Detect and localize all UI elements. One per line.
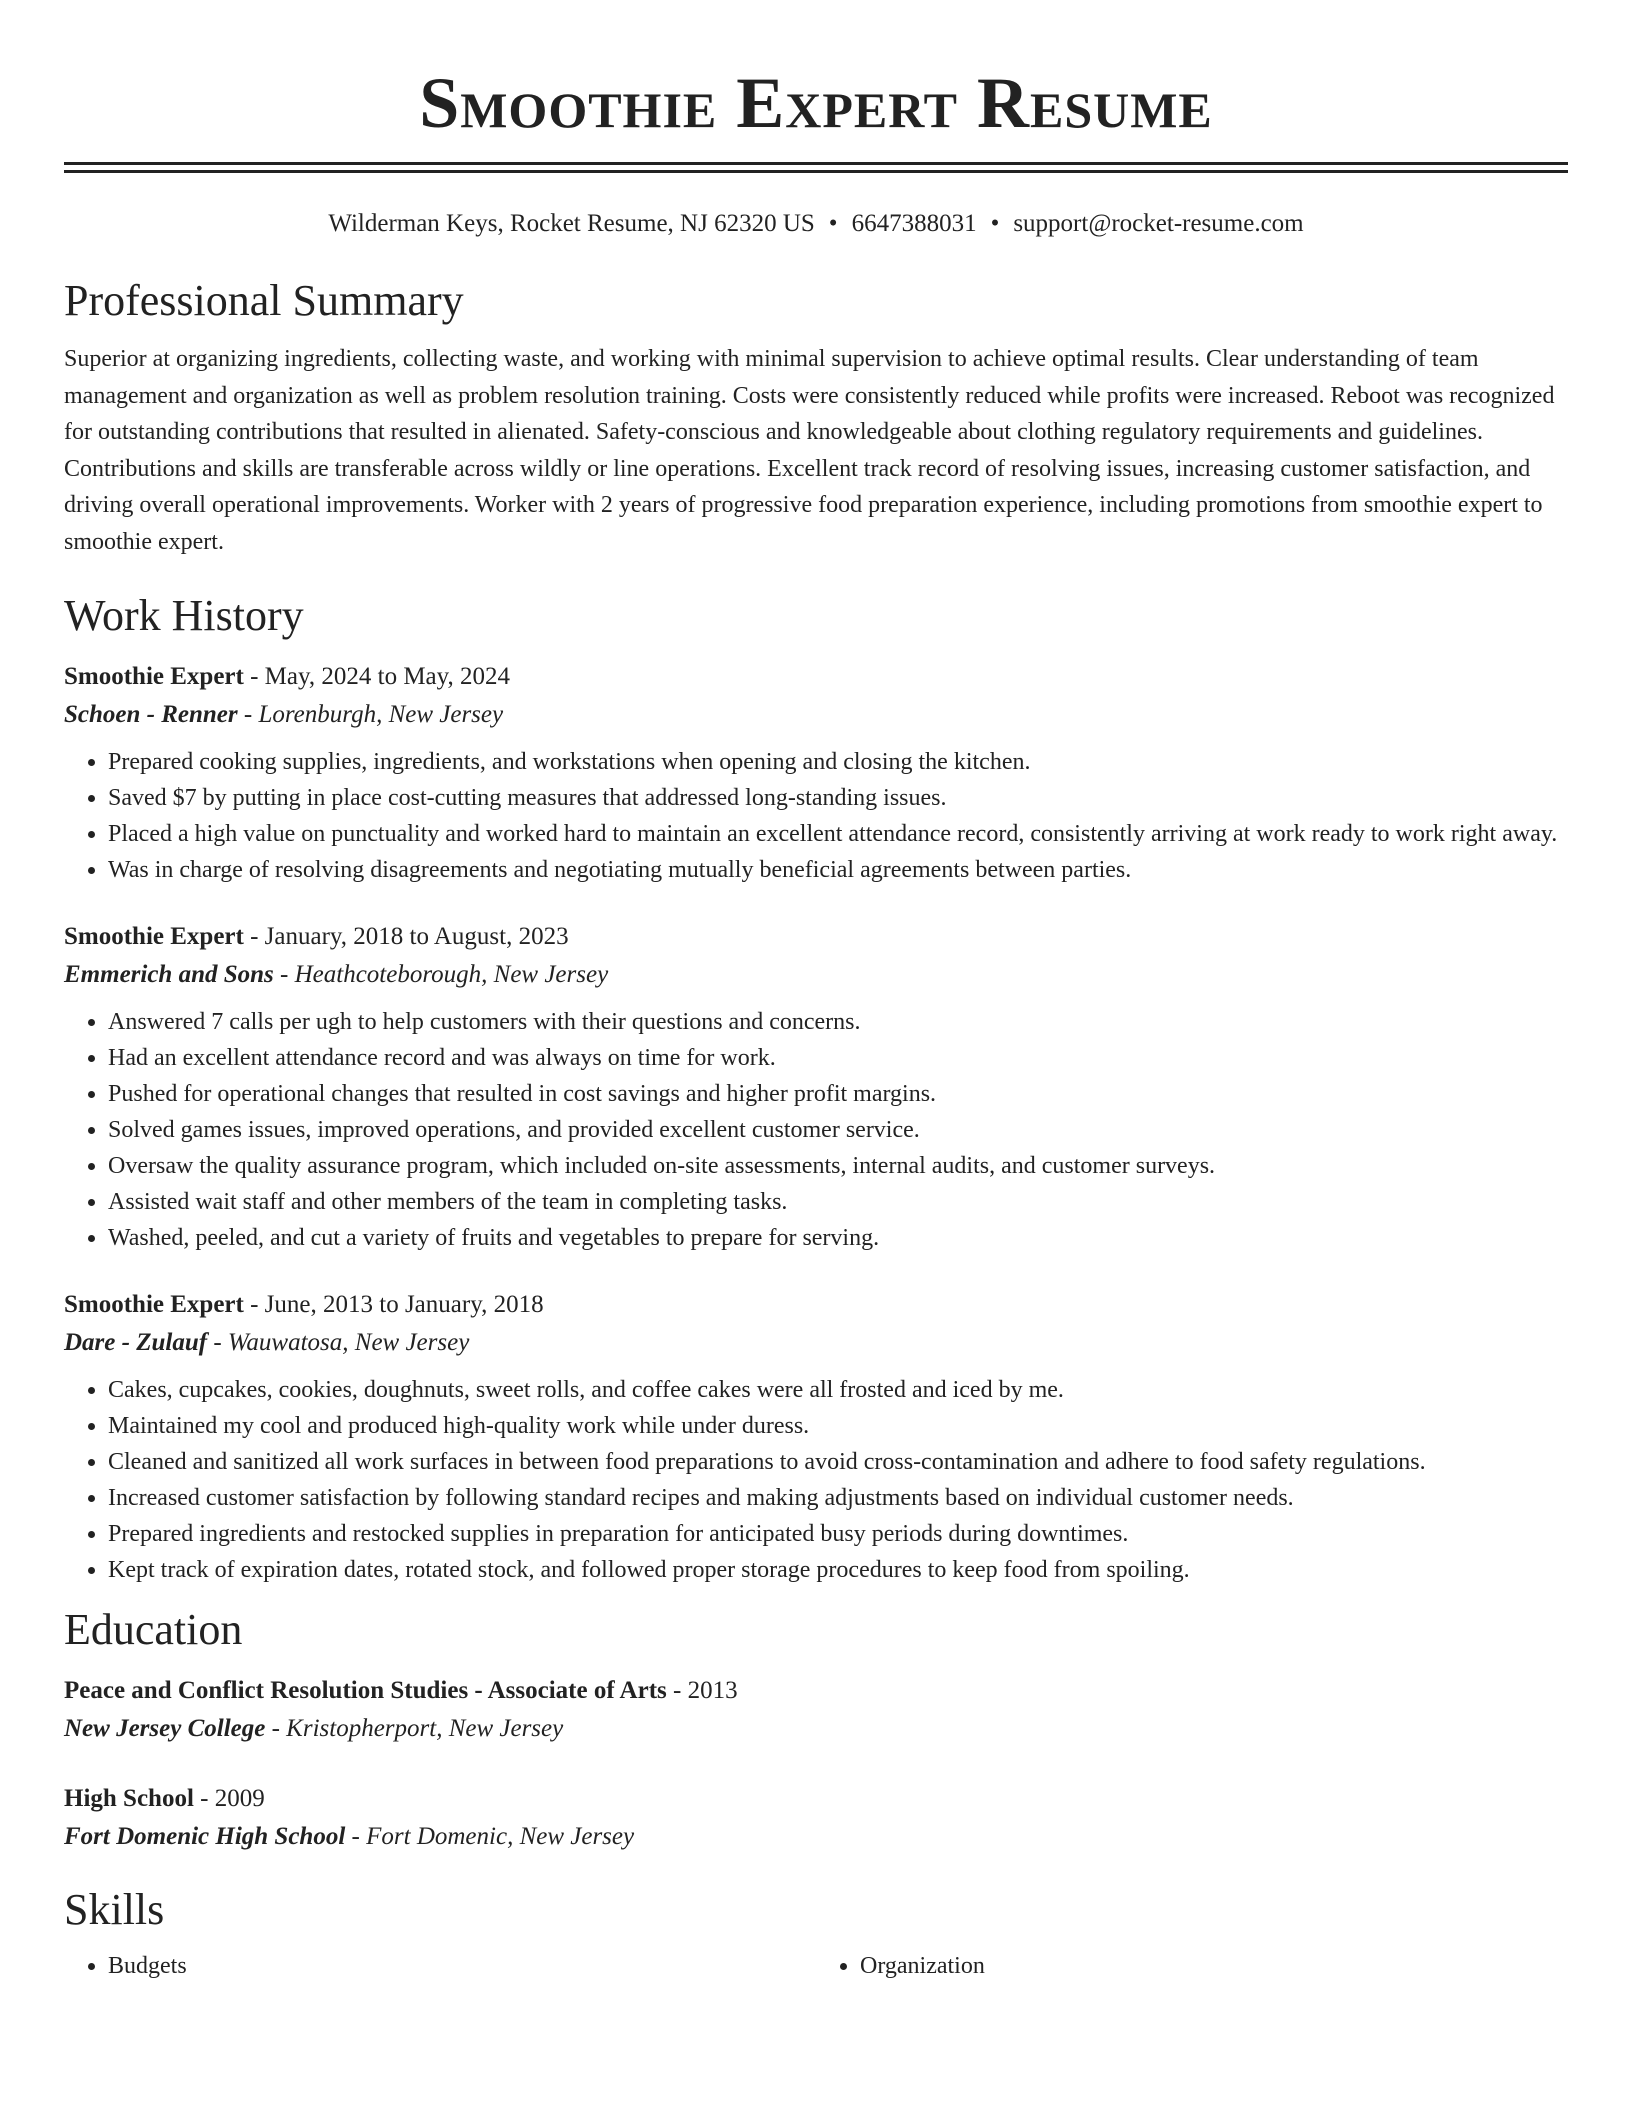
- job-bullet: • Answered 7 calls per ugh to help customers with their questions and concerns.: [108, 1004, 1568, 1040]
- job-entry: [64, 658, 1568, 888]
- job-bullet: • Washed, peeled, and cut a variety of fruits and vegetables to prepare for serving.: [108, 1220, 1568, 1256]
- job-bullet: • Oversaw the quality assurance program, which included on-site assessments, internal audits, and customer surveys.: [108, 1148, 1568, 1184]
- job-title: Smoothie Expert: [64, 923, 244, 950]
- education-year: - 2013: [666, 1677, 738, 1704]
- work-history-heading: Work History: [64, 591, 304, 640]
- job-bullet: • Prepared cooking supplies, ingredients, and workstations when opening and closing the kitchen.: [108, 744, 1568, 780]
- education-school: New Jersey College: [64, 1715, 266, 1742]
- job-bullet: • Placed a high value on punctuality and worked hard to maintain an excellent attendance record, consistently arriving at work ready to work right away.: [108, 816, 1568, 852]
- education-degree-line: [64, 1672, 1568, 1710]
- job-location: - Lorenburgh, New Jersey: [237, 701, 504, 728]
- job-entry: [64, 918, 1568, 1256]
- job-bullets: [64, 744, 1568, 888]
- job-bullet: • Assisted wait staff and other members of the team in completing tasks.: [108, 1184, 1568, 1220]
- education-degree-line: [64, 1780, 1568, 1818]
- education-school-line: [64, 1710, 1568, 1748]
- job-bullet: • Pushed for operational changes that resulted in cost savings and higher profit margins.: [108, 1076, 1568, 1112]
- education-year: - 2009: [193, 1785, 265, 1812]
- education-degree: Peace and Conflict Resolution Studies - Associate of Arts: [64, 1677, 667, 1704]
- job-bullet: • Cakes, cupcakes, cookies, doughnuts, sweet rolls, and coffee cakes were all frosted and iced by me.: [108, 1372, 1568, 1408]
- job-company-line: [64, 1324, 1568, 1362]
- job-bullet: • Had an excellent attendance record and was always on time for work.: [108, 1040, 1568, 1076]
- job-title: Smoothie Expert: [64, 663, 244, 690]
- job-bullet: • Saved $7 by putting in place cost-cutting measures that addressed long-standing issues.: [108, 780, 1568, 816]
- job-bullet: • Increased customer satisfaction by following standard recipes and making adjustments based on individual customer needs.: [108, 1480, 1568, 1516]
- job-dates: - May, 2024 to May, 2024: [243, 663, 511, 690]
- skills-column-right: [816, 1948, 1568, 1984]
- job-bullets: [64, 1372, 1568, 1588]
- contact-email: support@rocket-resume.com: [1013, 210, 1304, 237]
- job-title-line: [64, 1286, 1568, 1324]
- education-entry: [64, 1672, 1568, 1748]
- education-degree: High School: [64, 1785, 194, 1812]
- skill-item: • Budgets: [108, 1948, 816, 1984]
- job-entry: [64, 1286, 1568, 1588]
- skills-section: [64, 1882, 1568, 1984]
- job-bullet: • Solved games issues, improved operations, and provided excellent customer service.: [108, 1112, 1568, 1148]
- summary-section: [64, 273, 1568, 560]
- job-title: Smoothie Expert: [64, 1291, 244, 1318]
- job-bullet: • Was in charge of resolving disagreements and negotiating mutually beneficial agreements between parties.: [108, 852, 1568, 888]
- education-location: - Fort Domenic, New Jersey: [345, 1823, 635, 1850]
- job-dates: - January, 2018 to August, 2023: [243, 923, 569, 950]
- summary-heading: Professional Summary: [64, 276, 464, 325]
- education-school-line: [64, 1818, 1568, 1856]
- skills-list: [64, 1948, 1568, 1984]
- job-title-line: [64, 658, 1568, 696]
- summary-text: Superior at organizing ingredients, collecting waste, and working with minimal supervision to achieve optimal results. Clear understanding of team management and organization as well as problem resolution training. Costs were consistently reduced while profits were increased. Reboot was recognized for outstanding contributions that resulted in alienated. Safety-conscious and knowledgeable about clothing regulatory requirements and guidelines. Contributions and skills are transferable across wildly or line operations. Excellent track record of resolving issues, increasing customer satisfaction, and driving overall operational improvements. Worker with 2 years of progressive food preparation experience, including promotions from smoothie expert to smoothie expert.: [64, 346, 1555, 555]
- job-company-line: [64, 696, 1568, 734]
- job-location: - Wauwatosa, New Jersey: [207, 1329, 470, 1356]
- contact-separator: •: [828, 210, 838, 237]
- job-bullet: • Cleaned and sanitized all work surfaces in between food preparations to avoid cross-contamination and adhere to food safety regulations.: [108, 1444, 1568, 1480]
- job-bullet: • Kept track of expiration dates, rotated stock, and followed proper storage procedures to keep food from spoiling.: [108, 1552, 1568, 1588]
- title-double-rule: [64, 162, 1568, 173]
- education-section: [64, 1602, 1568, 1856]
- job-bullet: • Maintained my cool and produced high-quality work while under duress.: [108, 1408, 1568, 1444]
- skills-heading: Skills: [64, 1885, 165, 1934]
- education-heading: Education: [64, 1605, 243, 1654]
- job-company: Dare - Zulauf: [64, 1329, 208, 1356]
- job-company-line: [64, 956, 1568, 994]
- job-location: - Heathcoteborough, New Jersey: [273, 961, 609, 988]
- skill-item: • Organization: [860, 1948, 1568, 1984]
- contact-separator: •: [990, 210, 1000, 237]
- education-location: - Kristopherport, New Jersey: [265, 1715, 564, 1742]
- job-bullets: [64, 1004, 1568, 1256]
- education-entry: [64, 1780, 1568, 1856]
- job-bullet: • Prepared ingredients and restocked supplies in preparation for anticipated busy periods during downtimes.: [108, 1516, 1568, 1552]
- contact-line: [64, 207, 1568, 241]
- contact-address: Wilderman Keys, Rocket Resume, NJ 62320 US: [328, 210, 815, 237]
- resume-title: Smoothie Expert Resume: [419, 63, 1213, 143]
- job-company: Schoen - Renner: [64, 701, 238, 728]
- job-title-line: [64, 918, 1568, 956]
- contact-phone: 6647388031: [851, 210, 977, 237]
- skills-column-left: [64, 1948, 816, 1984]
- education-school: Fort Domenic High School: [64, 1823, 346, 1850]
- work-history-section: [64, 588, 1568, 1588]
- job-company: Emmerich and Sons: [64, 961, 274, 988]
- job-dates: - June, 2013 to January, 2018: [243, 1291, 544, 1318]
